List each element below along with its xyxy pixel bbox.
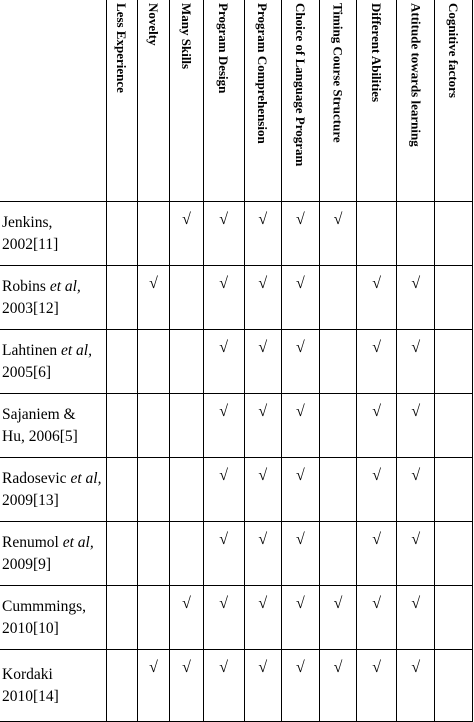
check-cell xyxy=(244,522,281,586)
column-header-label: Different Abilities xyxy=(369,3,385,103)
check-mark: √ xyxy=(182,595,191,612)
column-header-label: Many Skills xyxy=(178,3,194,70)
column-header xyxy=(281,0,319,202)
check-cell xyxy=(106,266,137,330)
check-mark: √ xyxy=(411,659,421,676)
reference-author: Cummmings, xyxy=(2,597,86,615)
reference-author: Lahtinen xyxy=(2,341,58,359)
check-cell xyxy=(106,458,137,522)
column-header-label: Attitude towards learning xyxy=(408,3,424,147)
check-cell xyxy=(203,650,244,722)
check-cell xyxy=(357,650,397,722)
check-mark: √ xyxy=(258,403,268,420)
check-cell xyxy=(137,202,170,266)
check-cell xyxy=(397,458,435,522)
check-mark: √ xyxy=(149,275,158,292)
reference-cell xyxy=(0,458,106,522)
check-mark: √ xyxy=(372,531,382,548)
check-cell xyxy=(170,202,203,266)
reference-cell xyxy=(0,266,106,330)
check-mark: √ xyxy=(182,211,191,228)
check-cell xyxy=(435,650,473,722)
column-header xyxy=(435,0,473,202)
check-mark: √ xyxy=(219,275,229,292)
check-cell xyxy=(170,522,203,586)
reference-year: 2003[12] xyxy=(2,299,59,317)
check-mark: √ xyxy=(411,595,421,612)
check-mark: √ xyxy=(149,659,158,676)
check-mark: √ xyxy=(296,531,305,548)
check-cell xyxy=(170,266,203,330)
check-mark: √ xyxy=(333,595,343,612)
check-cell xyxy=(106,586,137,650)
check-cell xyxy=(357,458,397,522)
check-mark: √ xyxy=(411,531,421,548)
check-cell xyxy=(106,522,137,586)
check-cell xyxy=(435,202,473,266)
check-cell xyxy=(319,330,356,394)
check-cell xyxy=(170,650,203,722)
check-mark: √ xyxy=(219,339,229,356)
column-header xyxy=(319,0,356,202)
check-cell xyxy=(203,458,244,522)
check-mark: √ xyxy=(296,467,305,484)
check-cell xyxy=(357,330,397,394)
check-mark: √ xyxy=(372,339,382,356)
check-mark: √ xyxy=(258,531,268,548)
check-cell xyxy=(397,586,435,650)
check-cell xyxy=(319,394,356,458)
check-cell xyxy=(357,522,397,586)
check-mark: √ xyxy=(372,467,382,484)
column-header-label: Program Design xyxy=(216,3,232,94)
table-row xyxy=(0,266,473,330)
check-mark: √ xyxy=(372,595,382,612)
column-header-label: Cognitive factors xyxy=(446,3,462,98)
table-row xyxy=(0,522,473,586)
reference-year: 2002[11] xyxy=(2,235,59,253)
check-mark: √ xyxy=(258,467,268,484)
check-mark: √ xyxy=(372,275,382,292)
reference-author: Robins xyxy=(2,277,46,295)
table-row xyxy=(0,202,473,266)
reference-year: Hu, 2006[5] xyxy=(2,427,78,445)
check-cell xyxy=(281,266,319,330)
check-mark: √ xyxy=(258,659,268,676)
check-cell xyxy=(435,330,473,394)
check-cell xyxy=(170,330,203,394)
reference-year: 2009[13] xyxy=(2,491,59,509)
check-cell xyxy=(281,330,319,394)
check-cell xyxy=(106,650,137,722)
reference-year: 2009[9] xyxy=(2,555,52,573)
check-cell xyxy=(244,330,281,394)
check-mark: √ xyxy=(411,467,421,484)
check-cell xyxy=(281,586,319,650)
check-mark: √ xyxy=(333,211,343,228)
check-cell xyxy=(170,394,203,458)
check-cell xyxy=(203,586,244,650)
reference-author: Sajaniem & xyxy=(2,405,76,423)
check-cell xyxy=(435,586,473,650)
check-cell xyxy=(357,586,397,650)
check-cell xyxy=(203,330,244,394)
check-cell xyxy=(137,650,170,722)
column-header xyxy=(170,0,203,202)
reference-author: Jenkins, xyxy=(2,213,53,231)
check-cell xyxy=(281,202,319,266)
column-header xyxy=(137,0,170,202)
column-header xyxy=(357,0,397,202)
check-cell xyxy=(397,394,435,458)
check-cell xyxy=(203,266,244,330)
check-mark: √ xyxy=(258,211,268,228)
column-header-label: Choice of Language Program xyxy=(292,3,308,167)
reference-year: 2005[6] xyxy=(2,363,52,381)
check-cell xyxy=(137,522,170,586)
check-cell xyxy=(397,330,435,394)
check-cell xyxy=(137,458,170,522)
check-cell xyxy=(281,650,319,722)
check-cell xyxy=(203,522,244,586)
column-header-label: Less Experience xyxy=(114,3,130,93)
check-cell xyxy=(319,266,356,330)
check-mark: √ xyxy=(296,275,305,292)
check-cell xyxy=(244,586,281,650)
check-mark: √ xyxy=(219,211,229,228)
reference-author: Kordaki xyxy=(2,665,53,683)
reference-cell xyxy=(0,330,106,394)
check-cell xyxy=(106,330,137,394)
column-header xyxy=(397,0,435,202)
check-cell xyxy=(170,586,203,650)
check-cell xyxy=(435,394,473,458)
reference-cell xyxy=(0,202,106,266)
reference-etal: et al, xyxy=(60,341,92,359)
reference-cell xyxy=(0,586,106,650)
column-header xyxy=(106,0,137,202)
check-mark: √ xyxy=(258,339,268,356)
header-row xyxy=(0,0,473,202)
check-mark: √ xyxy=(296,403,305,420)
check-cell xyxy=(137,330,170,394)
check-mark: √ xyxy=(219,403,229,420)
check-cell xyxy=(106,394,137,458)
check-cell xyxy=(397,202,435,266)
check-cell xyxy=(203,394,244,458)
check-mark: √ xyxy=(296,339,305,356)
column-header-label: Novelty xyxy=(145,3,161,46)
check-mark: √ xyxy=(258,595,268,612)
check-cell xyxy=(244,394,281,458)
check-cell xyxy=(244,458,281,522)
check-mark: √ xyxy=(219,595,229,612)
check-cell xyxy=(397,522,435,586)
check-mark: √ xyxy=(296,595,305,612)
reference-cell xyxy=(0,522,106,586)
check-cell xyxy=(357,266,397,330)
check-cell xyxy=(281,458,319,522)
check-mark: √ xyxy=(296,659,305,676)
check-cell xyxy=(397,650,435,722)
check-cell xyxy=(170,458,203,522)
check-cell xyxy=(435,458,473,522)
check-mark: √ xyxy=(411,339,421,356)
check-cell xyxy=(319,522,356,586)
check-cell xyxy=(435,266,473,330)
check-mark: √ xyxy=(372,403,382,420)
table-row xyxy=(0,586,473,650)
check-cell xyxy=(281,394,319,458)
reference-etal: et al, xyxy=(70,469,102,487)
table-row xyxy=(0,650,473,722)
check-mark: √ xyxy=(182,659,191,676)
check-mark: √ xyxy=(411,275,421,292)
check-mark: √ xyxy=(258,275,268,292)
reference-year: 2010[14] xyxy=(2,687,59,705)
table-row xyxy=(0,394,473,458)
check-cell xyxy=(137,586,170,650)
reference-author: Renumol xyxy=(2,533,59,551)
table-row xyxy=(0,330,473,394)
check-cell xyxy=(106,202,137,266)
check-cell xyxy=(319,202,356,266)
check-cell xyxy=(319,586,356,650)
check-cell xyxy=(244,266,281,330)
check-cell xyxy=(244,202,281,266)
check-cell xyxy=(137,266,170,330)
check-cell xyxy=(435,522,473,586)
reference-cell xyxy=(0,650,106,722)
check-cell xyxy=(319,650,356,722)
check-mark: √ xyxy=(219,659,229,676)
reference-cell xyxy=(0,394,106,458)
reference-etal: et al, xyxy=(49,277,81,295)
column-header xyxy=(203,0,244,202)
check-mark: √ xyxy=(333,659,343,676)
check-mark: √ xyxy=(219,531,229,548)
table-body xyxy=(0,202,473,722)
check-mark: √ xyxy=(411,403,421,420)
check-cell xyxy=(397,266,435,330)
check-cell xyxy=(357,394,397,458)
column-header-label: Program Comprehension xyxy=(255,3,271,144)
check-mark: √ xyxy=(219,467,229,484)
check-cell xyxy=(319,458,356,522)
check-cell xyxy=(203,202,244,266)
column-header-label: Timing Course Structure xyxy=(330,3,346,143)
check-cell xyxy=(244,650,281,722)
reference-etal: et al, xyxy=(62,533,94,551)
check-cell xyxy=(357,202,397,266)
check-mark: √ xyxy=(372,659,382,676)
column-header xyxy=(244,0,281,202)
check-mark: √ xyxy=(296,211,305,228)
table-row xyxy=(0,458,473,522)
reference-author: Radosevic xyxy=(2,469,67,487)
header-corner-cell xyxy=(0,0,106,202)
check-cell xyxy=(281,522,319,586)
check-cell xyxy=(137,394,170,458)
reference-year: 2010[10] xyxy=(2,619,59,637)
